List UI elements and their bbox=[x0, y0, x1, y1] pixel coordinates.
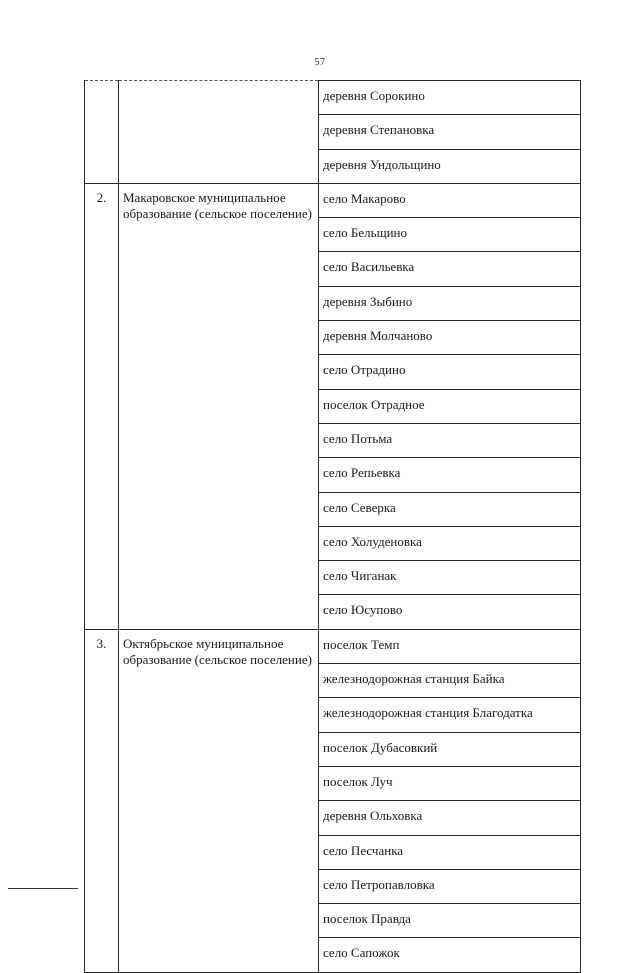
settlement-name: село Юсупово bbox=[319, 595, 581, 629]
row-number bbox=[85, 81, 119, 184]
settlement-name: село Чиганак bbox=[319, 561, 581, 595]
settlement-name: село Макарово bbox=[319, 183, 581, 217]
table-body bbox=[85, 81, 581, 973]
settlement-name: село Васильевка bbox=[319, 252, 581, 286]
settlement-name: деревня Зыбино bbox=[319, 286, 581, 320]
settlement-name: село Холуденовка bbox=[319, 526, 581, 560]
table-row bbox=[85, 81, 581, 115]
settlement-name: поселок Дубасовкий bbox=[319, 732, 581, 766]
municipality-name: Макаровское муниципальное образование (сельское поселение) bbox=[119, 183, 319, 629]
table-row bbox=[85, 183, 581, 217]
settlement-name: деревня Степановка bbox=[319, 115, 581, 149]
settlement-name: поселок Темп bbox=[319, 629, 581, 663]
settlement-name: село Репьевка bbox=[319, 458, 581, 492]
municipality-name: Октябрьское муниципальное образование (сельское поселение) bbox=[119, 629, 319, 972]
settlement-name: село Петропавловка bbox=[319, 869, 581, 903]
row-number: 2. bbox=[85, 183, 119, 629]
settlement-name: село Бельщино bbox=[319, 218, 581, 252]
page-number: 57 bbox=[314, 57, 326, 68]
settlement-name: деревня Ольховка bbox=[319, 801, 581, 835]
settlement-name: село Песчанка bbox=[319, 835, 581, 869]
settlement-name: село Потьма bbox=[319, 423, 581, 457]
footer-line bbox=[8, 888, 78, 889]
settlement-name: железнодорожная станция Благодатка bbox=[319, 698, 581, 732]
row-number: 3. bbox=[85, 629, 119, 972]
settlement-name: поселок Луч bbox=[319, 766, 581, 800]
settlement-name: деревня Ундольщино bbox=[319, 149, 581, 183]
municipality-name bbox=[119, 81, 319, 184]
settlement-name: железнодорожная станция Байка bbox=[319, 664, 581, 698]
settlement-name: село Отрадино bbox=[319, 355, 581, 389]
settlement-name: село Сапожок bbox=[319, 938, 581, 972]
settlement-name: деревня Молчаново bbox=[319, 321, 581, 355]
settlement-name: деревня Сорокино bbox=[319, 81, 581, 115]
settlement-name: село Северка bbox=[319, 492, 581, 526]
settlements-table bbox=[84, 80, 581, 973]
settlement-name: поселок Отрадное bbox=[319, 389, 581, 423]
settlement-name: поселок Правда bbox=[319, 904, 581, 938]
table-row bbox=[85, 629, 581, 663]
